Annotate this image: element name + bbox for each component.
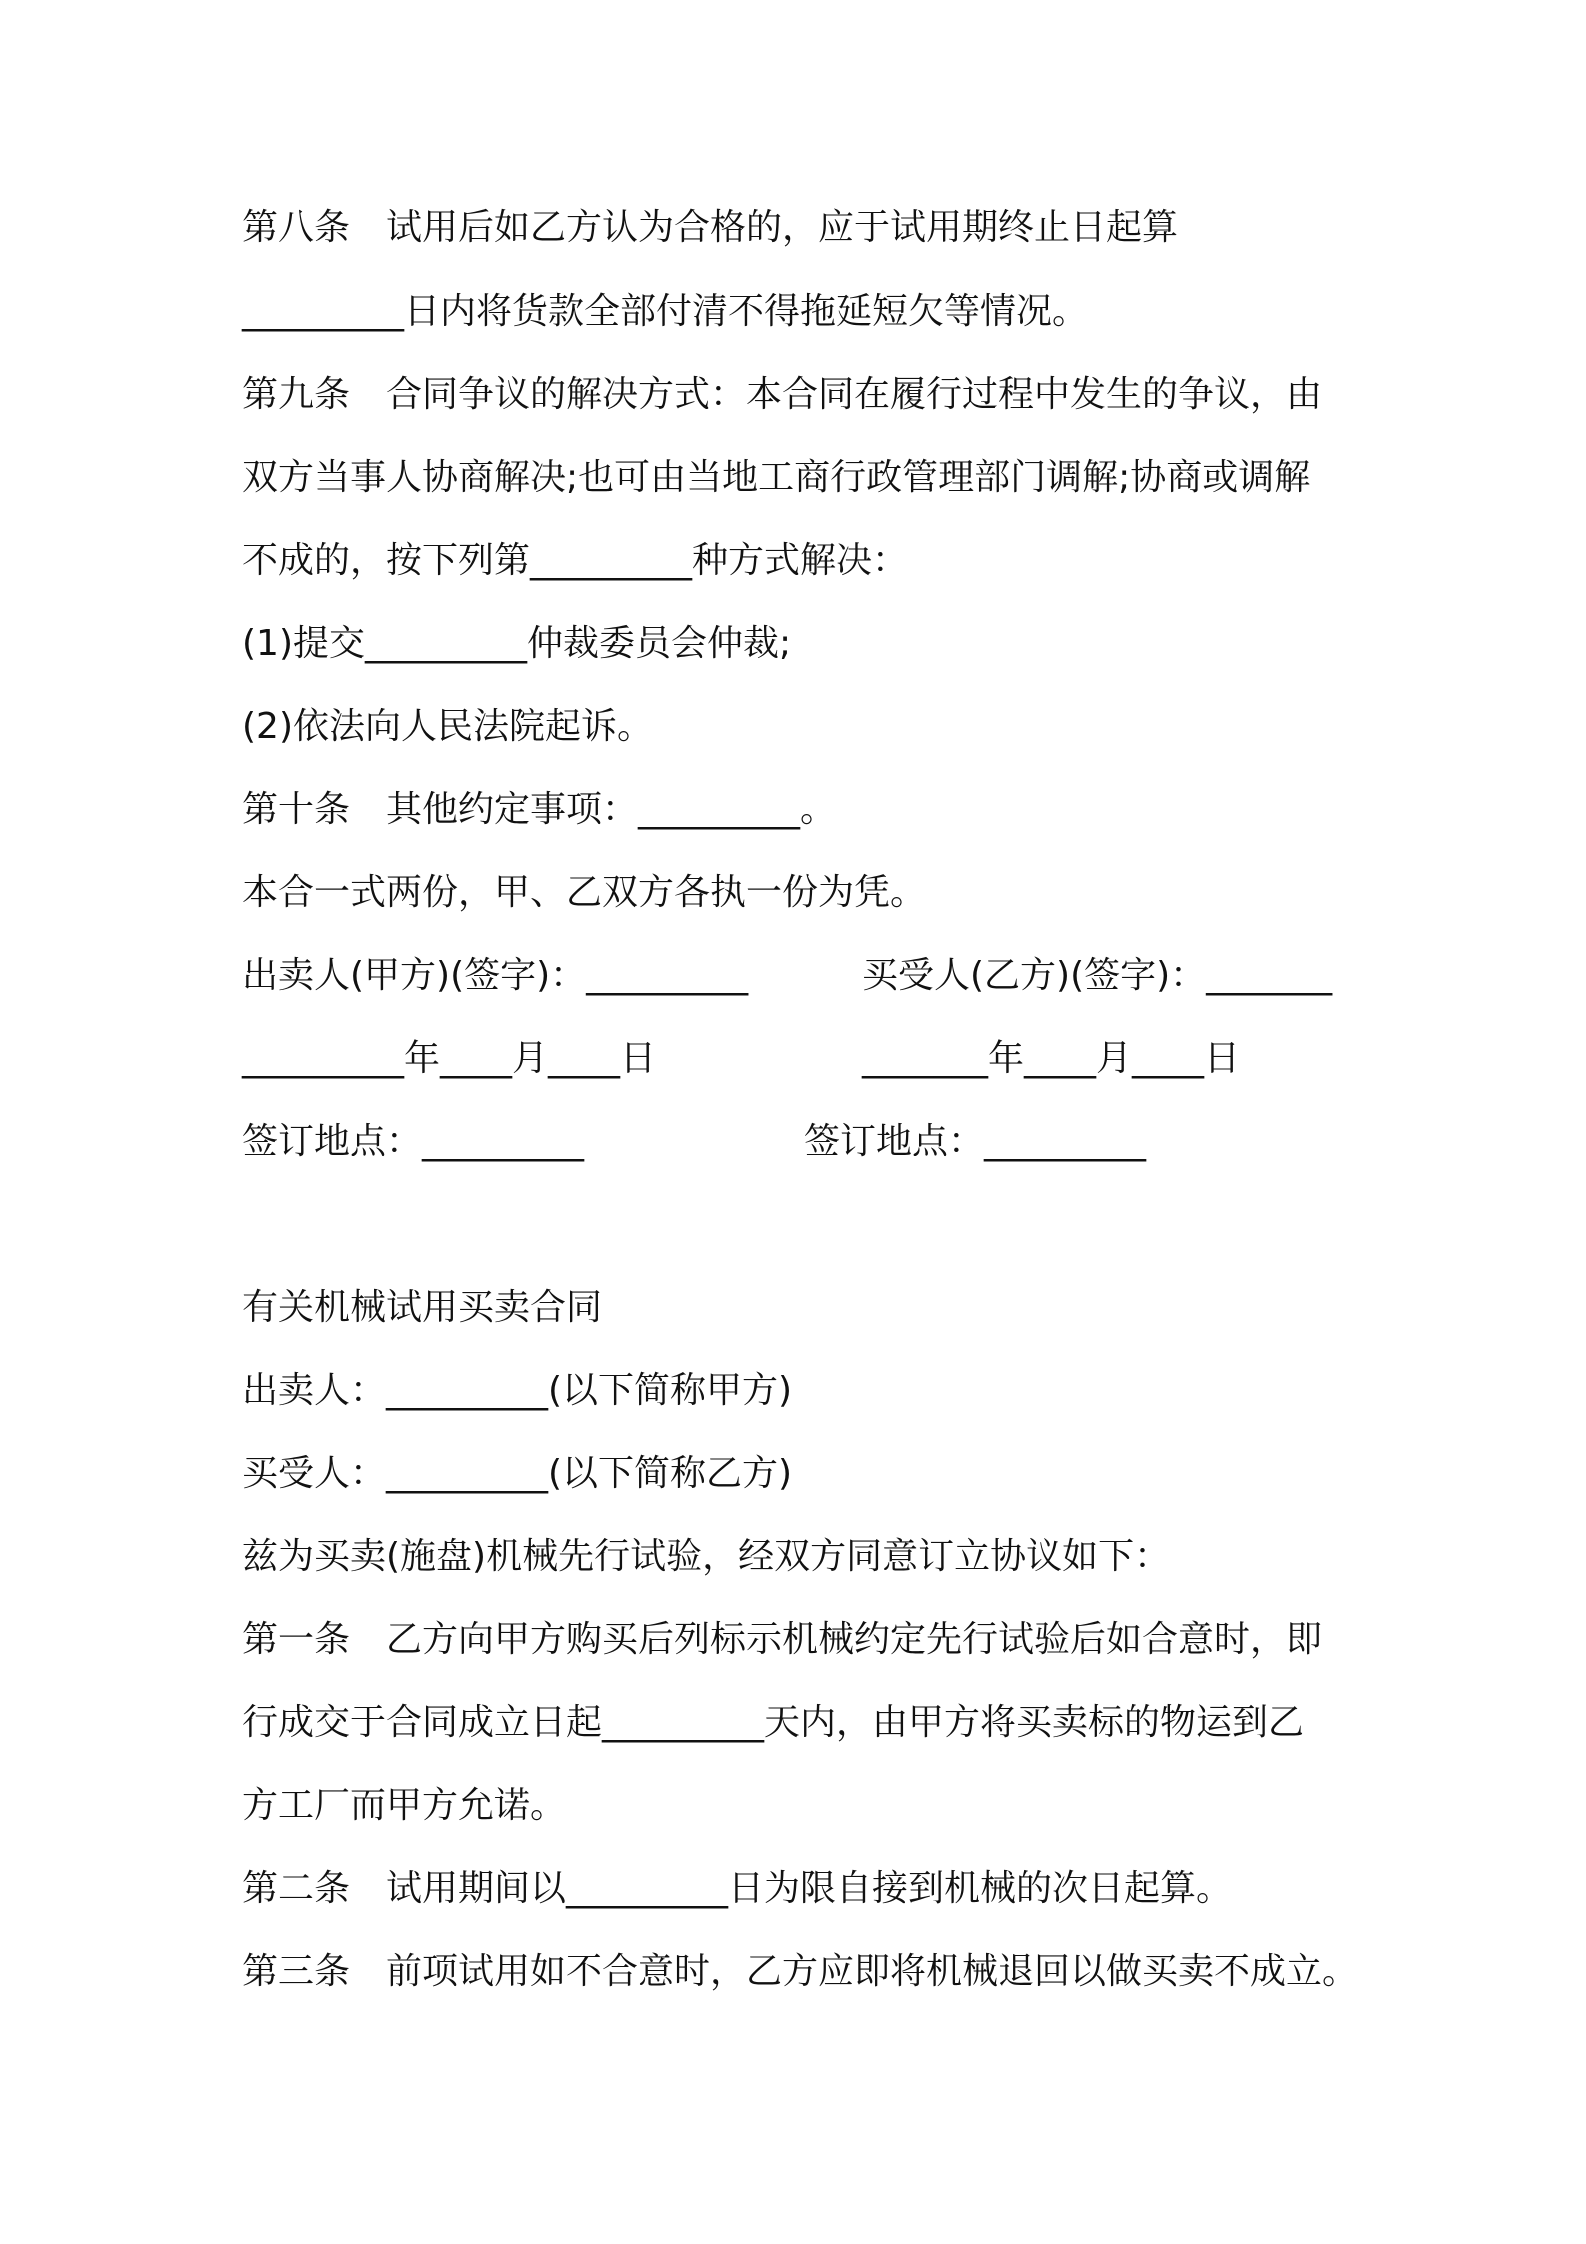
article-8-line-1: 第八条 试用后如乙方认为合格的，应于试用期终止日起算 <box>242 207 1179 248</box>
option-1: (1)提交_________仲裁委员会仲裁; <box>242 623 792 664</box>
article-3: 第三条 前项试用如不合意时，乙方应即将机械退回以做买卖不成立。 <box>242 1951 1359 1992</box>
article-8-line-2: _________日内将货款全部付清不得拖延短欠等情况。 <box>242 291 1089 332</box>
article-2: 第二条 试用期间以_________日为限自接到机械的次日起算。 <box>242 1868 1233 1909</box>
article-1-line-3: 方工厂而甲方允诺。 <box>242 1785 567 1826</box>
intro-line: 兹为买卖(施盘)机械先行试验，经双方同意订立协议如下： <box>242 1536 1171 1577</box>
seller-date: _________年____月____日 <box>242 1038 656 1079</box>
buyer-place: 签订地点：_________ <box>804 1121 1147 1162</box>
seller-signature: 出卖人(甲方)(签字)：_________ <box>242 955 749 996</box>
article-9-line-3: 不成的，按下列第_________种方式解决： <box>242 540 909 581</box>
article-9-line-2: 双方当事人协商解决;也可由当地工商行政管理部门调解;协商或调解 <box>242 457 1311 498</box>
buyer-line: 买受人：_________(以下简称乙方) <box>242 1453 793 1494</box>
seller-line: 出卖人：_________(以下简称甲方) <box>242 1370 793 1411</box>
copies-note: 本合一式两份，甲、乙双方各执一份为凭。 <box>242 872 927 913</box>
buyer-signature: 买受人(乙方)(签字)：_______ <box>862 955 1333 996</box>
buyer-date: _______年____月____日 <box>862 1038 1240 1079</box>
contract-title: 有关机械试用买卖合同 <box>242 1287 603 1328</box>
article-9-line-1: 第九条 合同争议的解决方式：本合同在履行过程中发生的争议，由 <box>242 374 1323 415</box>
article-10: 第十条 其他约定事项：_________。 <box>242 789 837 830</box>
article-1-line-1: 第一条 乙方向甲方购买后列标示机械约定先行试验后如合意时，即 <box>242 1619 1323 1660</box>
article-1-line-2: 行成交于合同成立日起_________天内，由甲方将买卖标的物运到乙 <box>242 1702 1305 1743</box>
option-2: (2)依法向人民法院起诉。 <box>242 706 653 747</box>
seller-place: 签订地点：_________ <box>242 1121 585 1162</box>
